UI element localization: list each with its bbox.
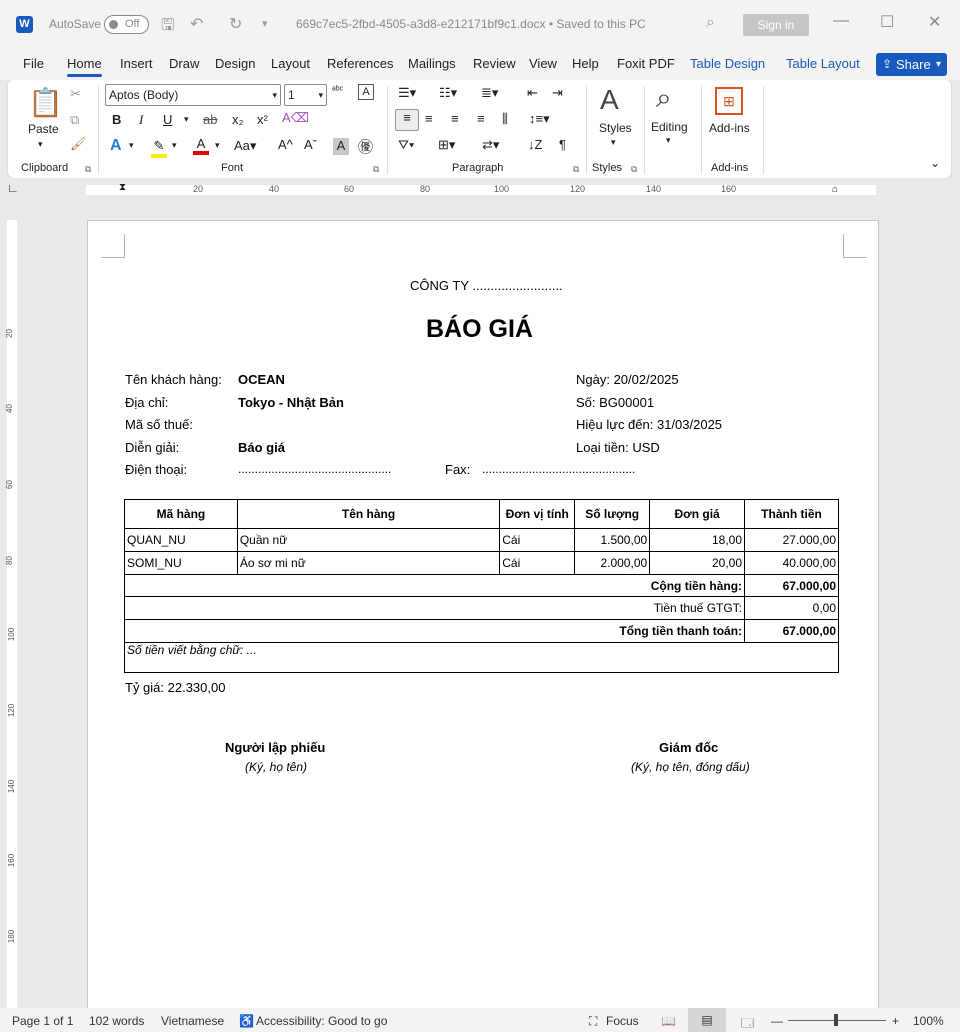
sort-icon[interactable]: ↓Z: [528, 137, 543, 152]
read-mode-icon[interactable]: 📖: [661, 1014, 676, 1028]
sign-in-button[interactable]: Sign in: [743, 14, 809, 36]
ribbon-home: [8, 80, 951, 178]
tab-mailings[interactable]: Mailings: [408, 56, 456, 71]
chevron-down-icon[interactable]: ▾: [215, 140, 220, 150]
clipboard-group-label: Clipboard: [21, 162, 69, 174]
description-label: Diễn giải:: [125, 440, 180, 455]
margin-marker: [101, 234, 125, 258]
format-painter-icon[interactable]: 🖌: [70, 136, 87, 151]
font-color-icon[interactable]: A: [193, 136, 209, 155]
item-unit: Cái: [500, 552, 575, 575]
director-note: (Ký, họ tên, đóng dấu): [631, 760, 750, 774]
grow-font-icon[interactable]: A^: [278, 137, 293, 152]
item-unit-price: 18,00: [650, 529, 745, 552]
zoom-in-icon[interactable]: +: [892, 1014, 900, 1028]
character-shading-icon[interactable]: A: [333, 138, 349, 155]
font-launcher-icon[interactable]: ⧉: [373, 164, 380, 174]
font-group-label: Font: [221, 162, 244, 174]
font-size-select[interactable]: [284, 84, 327, 106]
date-value: Ngày: 20/02/2025: [576, 372, 679, 387]
clear-formatting-icon[interactable]: A: [358, 84, 374, 100]
header-item-code: Mã hàng: [125, 500, 238, 529]
ribbon-tabs: [0, 50, 960, 80]
indent-marker-icon[interactable]: ⧗: [119, 182, 127, 193]
zoom-out-icon[interactable]: —: [771, 1014, 783, 1028]
font-name-select[interactable]: [105, 84, 281, 106]
preparer-note: (Ký, họ tên): [245, 760, 308, 774]
currency-value: Loại tiền: USD: [576, 440, 660, 455]
styles-launcher-icon[interactable]: ⧉: [631, 164, 638, 174]
toggle-state: Off: [125, 18, 140, 30]
margin-marker: [843, 234, 867, 258]
styles-button[interactable]: Styles: [599, 121, 632, 135]
vertical-ruler[interactable]: [0, 202, 24, 1008]
ruler-number: 100: [7, 627, 17, 642]
ruler-number: 60: [344, 184, 355, 194]
distributed-icon[interactable]: ⫼: [502, 111, 508, 126]
print-layout-icon[interactable]: ▤: [688, 1008, 726, 1032]
ruler-number: 160: [7, 853, 17, 868]
tab-selector-icon[interactable]: ∟: [7, 181, 19, 195]
customer-label: Tên khách hàng:: [125, 372, 222, 387]
director-title: Giám đốc: [659, 740, 719, 755]
zoom-slider-thumb[interactable]: [834, 1014, 838, 1026]
item-unit: Cái: [500, 529, 575, 552]
chevron-down-icon[interactable]: ▾: [172, 140, 177, 150]
change-case-icon[interactable]: ᵃᵇᶜ: [332, 85, 344, 96]
shading-icon[interactable]: ⛛▾: [398, 137, 415, 152]
editing-button[interactable]: Editing: [651, 120, 688, 134]
borders-icon[interactable]: ⊞▾: [438, 137, 456, 152]
show-formatting-icon[interactable]: ¶: [559, 137, 566, 152]
redo-icon[interactable]: ↻: [229, 16, 243, 33]
chevron-down-icon[interactable]: ▾: [129, 140, 134, 150]
table-row: [125, 552, 839, 575]
vat-row: [125, 597, 839, 620]
quote-number: Số: BG00001: [576, 395, 655, 410]
customer-value: OCEAN: [238, 372, 285, 387]
tab-draw[interactable]: Draw: [169, 56, 200, 71]
text-direction-icon[interactable]: ⇄▾: [482, 137, 500, 152]
bullets-icon[interactable]: ☰▾: [398, 85, 417, 100]
ruler-number: 140: [7, 779, 17, 794]
description-value: Báo giá: [238, 440, 285, 455]
ruler-number: 20: [4, 329, 14, 338]
align-left-icon[interactable]: ≡: [395, 109, 419, 131]
search-icon[interactable]: ⌕: [706, 14, 715, 31]
quote-table[interactable]: [124, 499, 839, 673]
italic-icon[interactable]: I: [139, 112, 144, 127]
chevron-down-icon: ▾: [936, 59, 942, 70]
vat-label: Tiền thuế GTGT:: [125, 597, 745, 620]
multilevel-list-icon[interactable]: ≣▾: [481, 85, 499, 100]
enclose-characters-icon[interactable]: ㊝: [358, 139, 374, 156]
strikethrough-icon[interactable]: ab: [203, 112, 218, 127]
copy-icon[interactable]: ⧉: [70, 112, 80, 127]
item-name: Áo sơ mi nữ: [237, 552, 499, 575]
zoom-level[interactable]: 100%: [913, 1014, 944, 1028]
ruler-bar: [4, 220, 17, 1008]
document-heading: BÁO GIÁ: [426, 315, 533, 343]
table-row: [125, 529, 839, 552]
tab-view[interactable]: View: [529, 56, 557, 71]
ribbon-divider: [387, 86, 388, 174]
ruler-number: 120: [7, 703, 17, 718]
item-unit-price: 20,00: [650, 552, 745, 575]
line-spacing-icon[interactable]: ↕≡▾: [529, 111, 550, 126]
ruler-number: 80: [4, 556, 14, 565]
tab-insert[interactable]: Insert: [120, 56, 153, 71]
ribbon-divider: [701, 86, 702, 174]
accessibility-icon: ♿: [239, 1014, 254, 1028]
tab-home[interactable]: Home: [67, 56, 102, 71]
justify-icon[interactable]: ≡: [477, 111, 485, 126]
ruler-number: 40: [269, 184, 280, 194]
exchange-rate: Tỷ giá: 22.330,00: [125, 680, 226, 695]
language[interactable]: Vietnamese: [161, 1014, 225, 1028]
change-case-icon[interactable]: Aa▾: [234, 138, 257, 153]
header-quantity: Số lượng: [575, 500, 650, 529]
add-ins-icon[interactable]: ⊞: [715, 87, 743, 115]
ruler-number: 180: [7, 929, 17, 944]
text-effects-color-icon[interactable]: A: [110, 137, 122, 154]
undo-icon[interactable]: ↶: [190, 16, 204, 33]
underline-icon[interactable]: U: [163, 112, 173, 127]
paragraph-launcher-icon[interactable]: ⧉: [573, 164, 580, 174]
document-page[interactable]: [87, 220, 879, 1010]
paste-options-icon[interactable]: ▾: [38, 139, 43, 149]
highlight-icon[interactable]: ✎: [151, 138, 167, 158]
bold-icon[interactable]: B: [112, 112, 122, 127]
phone-label: Điện thoại:: [125, 462, 188, 477]
subscript-icon[interactable]: x₂: [232, 112, 244, 127]
chevron-down-icon: ▾: [272, 90, 277, 100]
share-button[interactable]: [876, 53, 947, 76]
ruler-number: 160: [721, 184, 737, 194]
styles-icon[interactable]: A: [600, 84, 619, 115]
autosave-label: AutoSave: [49, 17, 102, 31]
header-unit: Đơn vị tính: [500, 500, 575, 529]
subtotal-label: Cộng tiền hàng:: [125, 575, 745, 597]
paste-button[interactable]: Paste: [28, 122, 59, 136]
ruler-number: 120: [570, 184, 586, 194]
item-amount: 40.000,00: [745, 552, 839, 575]
chevron-down-icon: ▾: [318, 90, 323, 100]
phone-value: ..............................................: [238, 462, 392, 476]
save-icon[interactable]: 🖫: [161, 17, 175, 34]
ruler-number: 60: [4, 480, 14, 489]
underline-options-icon[interactable]: ▾: [184, 114, 189, 124]
ribbon-divider: [98, 86, 99, 174]
preparer-title: Người lập phiếu: [225, 740, 326, 755]
tab-help[interactable]: Help: [572, 56, 599, 71]
chevron-down-icon[interactable]: ▾: [666, 135, 671, 145]
font-name-value: Aptos (Body): [109, 88, 179, 102]
fax-value: ..............................................: [482, 462, 636, 476]
fax-label: Fax:: [445, 462, 471, 477]
item-quantity: 1.500,00: [575, 529, 650, 552]
maximize-icon[interactable]: ☐: [880, 14, 895, 31]
font-size-value: 1: [288, 88, 295, 102]
ribbon-divider: [763, 86, 764, 174]
ribbon-divider: [644, 86, 645, 174]
styles-group-label: Styles: [592, 162, 622, 174]
ruler-number: 40: [4, 404, 14, 413]
amount-in-words-row: [125, 643, 839, 673]
item-amount: 27.000,00: [745, 529, 839, 552]
tab-table-design[interactable]: Table Design: [690, 56, 766, 71]
tab-foxit-pdf[interactable]: Foxit PDF: [617, 56, 675, 71]
tax-code-label: Mã số thuế:: [125, 417, 193, 432]
close-icon[interactable]: ✕: [928, 14, 942, 31]
chevron-down-icon[interactable]: ▾: [611, 137, 616, 147]
ruler-bar: [86, 185, 876, 195]
company-name: CÔNG TY .........................: [410, 278, 563, 293]
vat-value: 0,00: [745, 597, 839, 620]
customize-qat-icon[interactable]: ▾: [262, 18, 268, 30]
item-name: Quần nữ: [237, 529, 499, 552]
ruler-number: 20: [193, 184, 204, 194]
align-center-icon[interactable]: ≡: [425, 111, 433, 126]
shrink-font-icon[interactable]: Aˇ: [304, 137, 317, 152]
valid-until: Hiệu lực đến: 31/03/2025: [576, 417, 723, 432]
word-logo-icon: W: [16, 16, 33, 33]
web-layout-icon[interactable]: 🗔: [741, 1016, 755, 1030]
item-code: SOMI_NU: [125, 552, 238, 575]
autosave-toggle[interactable]: [104, 15, 149, 34]
cut-icon[interactable]: ✂: [70, 86, 81, 101]
tab-references[interactable]: References: [327, 56, 394, 71]
text-effects-icon[interactable]: A⌫: [282, 110, 310, 125]
tab-file[interactable]: File: [23, 56, 44, 71]
collapse-ribbon-icon[interactable]: ⌄: [930, 156, 941, 170]
paragraph-group-label: Paragraph: [452, 162, 504, 174]
page-count[interactable]: Page 1 of 1: [12, 1014, 74, 1028]
ruler-number: 80: [420, 184, 431, 194]
item-code: QUAN_NU: [125, 529, 238, 552]
add-ins-group-label: Add-ins: [711, 162, 749, 174]
total-label: Tổng tiền thanh toán:: [125, 620, 745, 643]
total-value: 67.000,00: [745, 620, 839, 643]
numbering-icon[interactable]: ☷▾: [439, 85, 458, 100]
horizontal-ruler[interactable]: [0, 178, 960, 202]
add-ins-button[interactable]: Add-ins: [709, 121, 750, 135]
superscript-icon[interactable]: x²: [257, 112, 268, 127]
header-amount: Thành tiền: [745, 500, 839, 529]
ruler-number: 100: [494, 184, 510, 194]
find-icon[interactable]: ⌕: [656, 82, 672, 113]
table-header-row: [125, 500, 839, 529]
toggle-knob: [109, 20, 118, 29]
focus-icon: ⛶: [589, 1014, 598, 1028]
tab-design[interactable]: Design: [215, 56, 256, 71]
address-label: Địa chỉ:: [125, 395, 169, 410]
subtotal-row: [125, 575, 839, 597]
align-right-icon[interactable]: ≡: [451, 111, 459, 126]
tab-table-layout[interactable]: Table Layout: [786, 56, 860, 71]
total-row: [125, 620, 839, 643]
header-unit-price: Đơn giá: [650, 500, 745, 529]
status-bar: [0, 1008, 960, 1032]
document-title[interactable]: 669c7ec5-2fbd-4505-a3d8-e212171bf9c1.docx • Saved to this PC: [296, 17, 646, 31]
tab-layout[interactable]: Layout: [271, 56, 311, 71]
ruler-number: 140: [646, 184, 662, 194]
item-quantity: 2.000,00: [575, 552, 650, 575]
word-count[interactable]: 102 words: [89, 1014, 145, 1028]
share-label: Share: [896, 57, 931, 72]
decrease-indent-icon[interactable]: ⇤: [527, 85, 538, 100]
ribbon-divider: [586, 86, 587, 174]
header-item-name: Tên hàng: [237, 500, 499, 529]
accessibility-status[interactable]: Accessibility: Good to go: [256, 1014, 388, 1028]
paste-icon[interactable]: 📋: [28, 87, 63, 118]
increase-indent-icon[interactable]: ⇥: [552, 85, 563, 100]
amount-in-words: Số tiền viết bằng chữ: ...: [125, 643, 839, 673]
clipboard-launcher-icon[interactable]: ⧉: [85, 164, 92, 174]
right-indent-icon[interactable]: ⌂: [832, 184, 839, 195]
address-value: Tokyo - Nhật Bản: [238, 395, 344, 410]
focus-button[interactable]: Focus: [606, 1014, 639, 1028]
subtotal-value: 67.000,00: [745, 575, 839, 597]
share-icon: ⇪: [882, 57, 893, 71]
title-bar: [0, 0, 960, 50]
minimize-icon[interactable]: —: [833, 12, 849, 29]
tab-review[interactable]: Review: [473, 56, 516, 71]
